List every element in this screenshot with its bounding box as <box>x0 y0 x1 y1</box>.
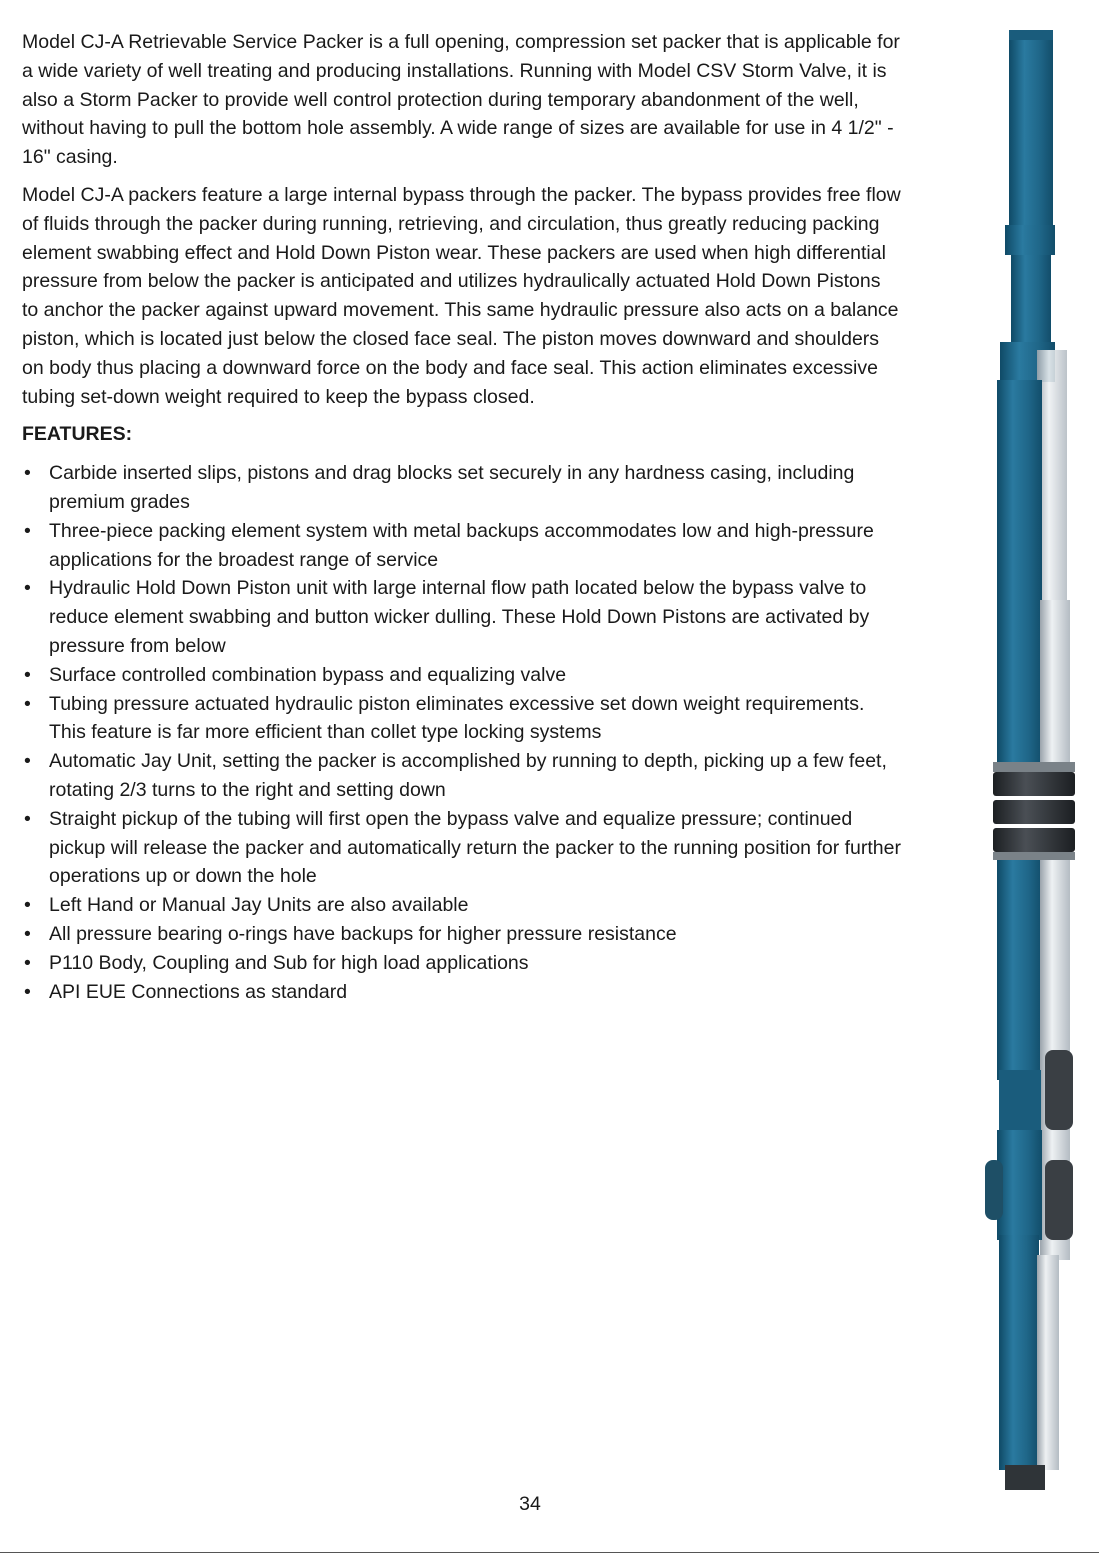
packing-element-3 <box>993 828 1075 852</box>
feature-item <box>22 661 902 690</box>
bullet-icon: • <box>24 692 31 715</box>
upper-collar <box>1005 225 1055 255</box>
element-backup-top <box>993 762 1075 772</box>
feature-text: Automatic Jay Unit, setting the packer is accomplished by running to depth, picking up a few feet, rotating 2/3 turns to the right and setting down <box>49 750 887 801</box>
feature-item <box>22 891 902 920</box>
bullet-icon: • <box>24 980 31 1003</box>
feature-text: Carbide inserted slips, pistons and drag blocks set securely in any hardness casing, including premium grades <box>49 462 855 513</box>
mid-body-1 <box>997 380 1042 595</box>
bullet-icon: • <box>24 519 31 542</box>
feature-text: API EUE Connections as standard <box>49 980 348 1003</box>
bullet-icon: • <box>24 951 31 974</box>
feature-item <box>22 459 902 517</box>
lower-body-2 <box>997 1130 1042 1240</box>
steel-cutaway-4 <box>1037 1255 1059 1470</box>
feature-text: Three-piece packing element system with metal backups accommodates low and high-pressure applications for the broadest range of service <box>49 519 874 571</box>
threaded-sub <box>999 1070 1041 1130</box>
bullet-icon: • <box>24 577 31 600</box>
feature-text: Left Hand or Manual Jay Units are also available <box>49 894 469 917</box>
packing-element-2 <box>993 800 1075 824</box>
bullet-icon: • <box>24 750 31 773</box>
lower-body-1 <box>997 860 1042 1080</box>
intro-paragraph-1: Model CJ-A Retrievable Service Packer is a full opening, compression set packer that is applicable for a wide variety of well treating and producing installations. Running with Model CSV Storm Valve, it is also a Storm Packer to provide well control protection during temporary abandonment of the well, without having to pull the bottom hole assembly. A wide range of sizes are available for use in 4 1/2" - 16" casing. <box>22 31 900 169</box>
intro-paragraph-2: Model CJ-A packers feature a large internal bypass through the packer. The bypass provides free flow of fluids through the packer during running, retrieving, and circulation, thus greatly reducing packing element swabbing effect and Hold Down Piston wear. These packers are used when high differential pressure from below the packer is anticipated and utilizes hydraulically actuated Hold Down Pistons to anchor the packer against upward movement. This same hydraulic pressure also acts on a balance piston, which is located just below the closed face seal. The piston moves downward and shoulders on body thus placing a downward force on the body and face seal. This action eliminates excessive tubing set-down weight required to keep the bypass closed. <box>22 183 901 408</box>
feature-text: Surface controlled combination bypass and equalizing valve <box>49 663 567 686</box>
features-list <box>22 459 902 1006</box>
bullet-icon: • <box>24 663 31 686</box>
feature-text: Tubing pressure actuated hydraulic piston eliminates excessive set down weight requirements. This feature is far more efficient than collet type locking systems <box>49 692 865 744</box>
bullet-icon: • <box>24 807 31 830</box>
feature-item <box>22 574 902 660</box>
bullet-icon: • <box>24 922 31 945</box>
hold-down-piston-3 <box>1045 1160 1073 1240</box>
feature-item <box>22 690 902 748</box>
page-number: 34 <box>519 1493 541 1515</box>
feature-text: Straight pickup of the tubing will first open the bypass valve and equalize pressure; continued pickup will release the packer and automatically return the packer to the running position for further operations up or down the hole <box>49 807 901 888</box>
hold-down-piston-2 <box>985 1160 1003 1220</box>
packer-illustration <box>985 30 1085 1490</box>
feature-item <box>22 517 902 575</box>
feature-text: Hydraulic Hold Down Piston unit with large internal flow path located below the bypass valve to reduce element swabbing and button wicker dulling. These Hold Down Pistons are activated by pressure from below <box>49 577 870 657</box>
feature-text: P110 Body, Coupling and Sub for high load applications <box>49 951 529 974</box>
upper-body <box>1009 40 1053 230</box>
feature-item <box>22 949 902 978</box>
features-heading: FEATURES: <box>22 423 133 446</box>
feature-item <box>22 805 902 891</box>
bullet-icon: • <box>24 462 31 485</box>
document-body <box>22 28 902 1006</box>
upper-mandrel <box>1011 255 1051 345</box>
bullet-icon: • <box>24 894 31 917</box>
feature-text: All pressure bearing o-rings have backups for higher pressure resistance <box>49 922 677 945</box>
mid-body-2 <box>997 595 1042 765</box>
packing-element-1 <box>993 772 1075 796</box>
steel-cutaway-2 <box>1040 600 1070 770</box>
bottom-thread <box>1005 1465 1045 1490</box>
feature-item <box>22 978 902 1007</box>
feature-item <box>22 747 902 805</box>
hold-down-piston-1 <box>1045 1050 1073 1130</box>
bottom-rule <box>0 1552 1099 1553</box>
element-backup-bottom <box>993 852 1075 860</box>
feature-item <box>22 920 902 949</box>
lower-mandrel <box>999 1235 1039 1470</box>
